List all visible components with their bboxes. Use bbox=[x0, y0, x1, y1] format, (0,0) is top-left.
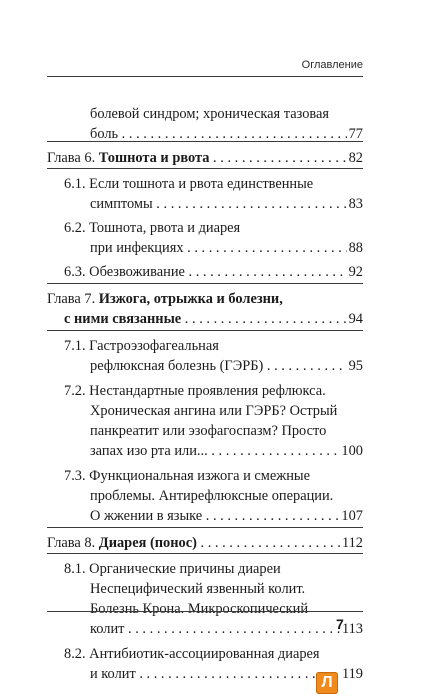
toc-line: 6.2. Тошнота, рвота и диарея bbox=[64, 220, 241, 236]
page-ref: 83 bbox=[348, 196, 363, 212]
divider bbox=[47, 553, 363, 554]
chapter-entry: Глава 8. Диарея (понос) 112 . . . bbox=[47, 533, 363, 553]
page-ref: 92 bbox=[348, 264, 363, 280]
toc-line: 7.2. Нестандартные проявления рефлюкса. bbox=[64, 383, 326, 399]
page-ref: 94 bbox=[348, 311, 363, 327]
toc-line: проблемы. Антирефлюксные операции. bbox=[90, 488, 334, 504]
toc-line: 6.1. Если тошнота и рвота единственные bbox=[64, 176, 314, 192]
toc-line: 8.2. Антибиотик-ассоциированная диарея bbox=[64, 646, 320, 662]
toc-line: 7.1. Гастроэзофагеальная bbox=[64, 338, 219, 354]
header-title: Оглавление bbox=[301, 59, 363, 71]
toc-entry: 6.3. Обезвоживание 92 . . . bbox=[64, 262, 363, 282]
toc-line: панкреатит или эзофагоспазм? Просто bbox=[90, 423, 327, 439]
page-ref: 88 bbox=[348, 240, 363, 256]
toc-line: Хроническая ангина или ГЭРБ? Острый bbox=[90, 403, 338, 419]
chapter-entry: Глава 7. Изжога, отрыжка и болезни, bbox=[47, 291, 283, 307]
toc-line: Неспецифический язвенный колит. bbox=[90, 581, 306, 597]
divider bbox=[47, 527, 363, 528]
divider bbox=[47, 168, 363, 169]
divider bbox=[47, 283, 363, 284]
page-ref: 112 bbox=[341, 535, 363, 551]
publisher-logo bbox=[316, 672, 338, 694]
page-ref: 113 bbox=[341, 621, 363, 637]
toc-entry: колит 113 . . . bbox=[90, 619, 363, 639]
divider bbox=[47, 330, 363, 331]
toc-entry: рефлюксная болезнь (ГЭРБ) 95 . . . bbox=[90, 356, 363, 376]
toc-entry: боль 77 . . . bbox=[90, 124, 363, 144]
toc-entry: О жжении в языке 107 . . . bbox=[90, 506, 363, 526]
page-ref: 82 bbox=[348, 150, 363, 166]
divider bbox=[47, 141, 363, 142]
chapter-title: с ними связанные bbox=[64, 311, 182, 327]
chapter-title: Тошнота и рвота bbox=[98, 150, 210, 166]
page-ref: 95 bbox=[348, 358, 363, 374]
chapter-entry bbox=[64, 309, 363, 329]
logo-letter: Л bbox=[321, 674, 333, 691]
page-ref: 119 bbox=[341, 666, 363, 682]
chapter-title: Диарея (понос) bbox=[98, 535, 197, 551]
page-number: 7 bbox=[336, 616, 344, 632]
toc-line: болевой синдром; хроническая тазовая bbox=[90, 106, 330, 122]
page-ref: 77 bbox=[348, 126, 363, 142]
toc-entry: и колит 119 . . . bbox=[90, 664, 363, 684]
footer-rule bbox=[47, 611, 363, 612]
chapter-entry: Глава 6. Тошнота и рвота 82 . . . bbox=[47, 148, 363, 168]
toc-line: 7.3. Функциональная изжога и смежные bbox=[64, 468, 310, 484]
toc-line: Болезнь Крона. Микроскопический bbox=[90, 601, 309, 617]
page-ref: 100 bbox=[341, 443, 363, 459]
page-ref: 107 bbox=[341, 508, 363, 524]
toc-line: 8.1. Органические причины диареи bbox=[64, 561, 281, 577]
toc-entry: при инфекциях 88 . . . bbox=[90, 238, 363, 258]
chapter-title: Изжога, отрыжка и болезни, bbox=[98, 291, 283, 307]
toc-entry: симптомы 83 . . . bbox=[90, 194, 363, 214]
toc-entry: запах изо рта или... 100 . . . bbox=[90, 441, 363, 461]
